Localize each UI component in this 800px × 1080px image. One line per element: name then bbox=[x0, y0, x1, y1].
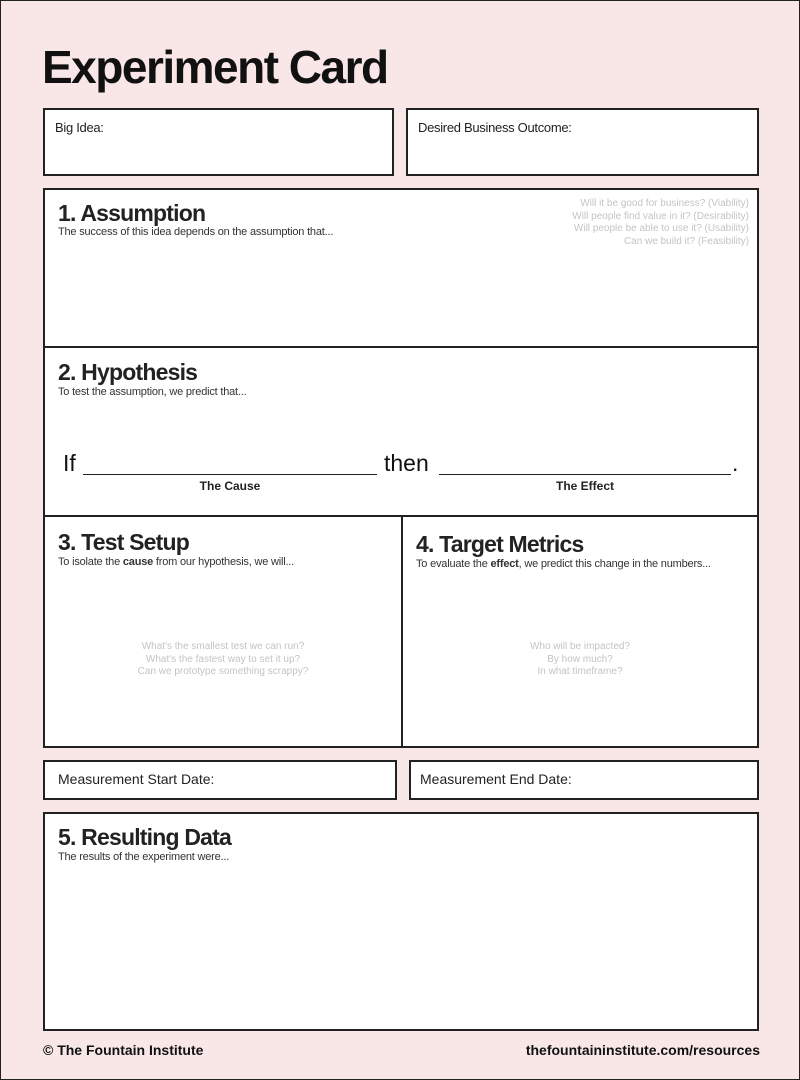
big-idea-field[interactable] bbox=[43, 108, 394, 176]
subtitle-emphasis: effect bbox=[490, 558, 519, 570]
assumption-hints bbox=[572, 198, 749, 248]
assumption-title: 1. Assumption bbox=[58, 200, 206, 226]
target-metrics-section[interactable] bbox=[401, 515, 759, 748]
target-metrics-subtitle bbox=[416, 558, 711, 570]
test-setup-subtitle bbox=[58, 556, 294, 568]
effect-caption: The Effect bbox=[555, 479, 614, 493]
end-date-field[interactable] bbox=[409, 760, 759, 800]
business-outcome-label: Desired Business Outcome: bbox=[418, 120, 572, 135]
target-metrics-hint: In what timeframe? bbox=[537, 666, 623, 678]
hypothesis-title: 2. Hypothesis bbox=[58, 359, 198, 385]
resulting-data-section[interactable] bbox=[43, 812, 759, 1031]
cause-blank[interactable] bbox=[83, 474, 377, 475]
target-metrics-title: 4. Target Metrics bbox=[416, 531, 584, 557]
hypothesis-section[interactable] bbox=[43, 346, 759, 517]
resulting-data-title: 5. Resulting Data bbox=[58, 824, 231, 850]
footer-link[interactable]: thefountaininstitute.com/resources bbox=[525, 1042, 760, 1058]
test-setup-title: 3. Test Setup bbox=[58, 529, 190, 555]
subtitle-text: , we predict this change in the numbers... bbox=[518, 558, 711, 570]
subtitle-text: To isolate the bbox=[58, 556, 123, 568]
cause-caption: The Cause bbox=[199, 479, 261, 493]
start-date-field[interactable] bbox=[43, 760, 397, 800]
big-idea-label: Big Idea: bbox=[55, 120, 104, 135]
test-setup-section[interactable] bbox=[43, 515, 403, 748]
assumption-subtitle: The success of this idea depends on the assumption that... bbox=[58, 226, 334, 238]
test-setup-hint: What's the smallest test we can run? bbox=[141, 641, 305, 652]
assumption-hint: Will people find value in it? (Desirability) bbox=[572, 210, 749, 222]
assumption-section[interactable] bbox=[43, 188, 759, 348]
test-setup-hints bbox=[45, 641, 401, 679]
subtitle-text: To evaluate the bbox=[416, 558, 491, 570]
start-date-label: Measurement Start Date: bbox=[58, 771, 215, 787]
business-outcome-field[interactable] bbox=[406, 108, 759, 176]
page-title: Experiment Card bbox=[42, 41, 388, 93]
test-setup-hint: What's the fastest way to set it up? bbox=[145, 653, 301, 665]
target-metrics-hint: Who will be impacted? bbox=[529, 641, 631, 652]
period: . bbox=[732, 450, 739, 476]
hypothesis-subtitle: To test the assumption, we predict that... bbox=[58, 386, 247, 398]
assumption-hint: Can we build it? (Feasibility) bbox=[623, 235, 749, 247]
then-word: then bbox=[384, 450, 429, 476]
assumption-hint: Will people be able to use it? (Usability) bbox=[573, 223, 749, 235]
assumption-hint: Will it be good for business? (Viability) bbox=[580, 198, 749, 209]
effect-blank[interactable] bbox=[439, 474, 731, 475]
target-metrics-hints bbox=[403, 641, 757, 679]
subtitle-emphasis: cause bbox=[122, 556, 154, 568]
test-setup-hint: Can we prototype something scrappy? bbox=[137, 666, 309, 678]
target-metrics-hint: By how much? bbox=[547, 653, 613, 665]
if-word: If bbox=[63, 450, 76, 476]
end-date-label: Measurement End Date: bbox=[420, 771, 572, 787]
subtitle-text: from our hypothesis, we will... bbox=[153, 556, 295, 568]
footer-copyright: © The Fountain Institute bbox=[43, 1042, 204, 1058]
resulting-data-subtitle: The results of the experiment were... bbox=[58, 851, 230, 863]
